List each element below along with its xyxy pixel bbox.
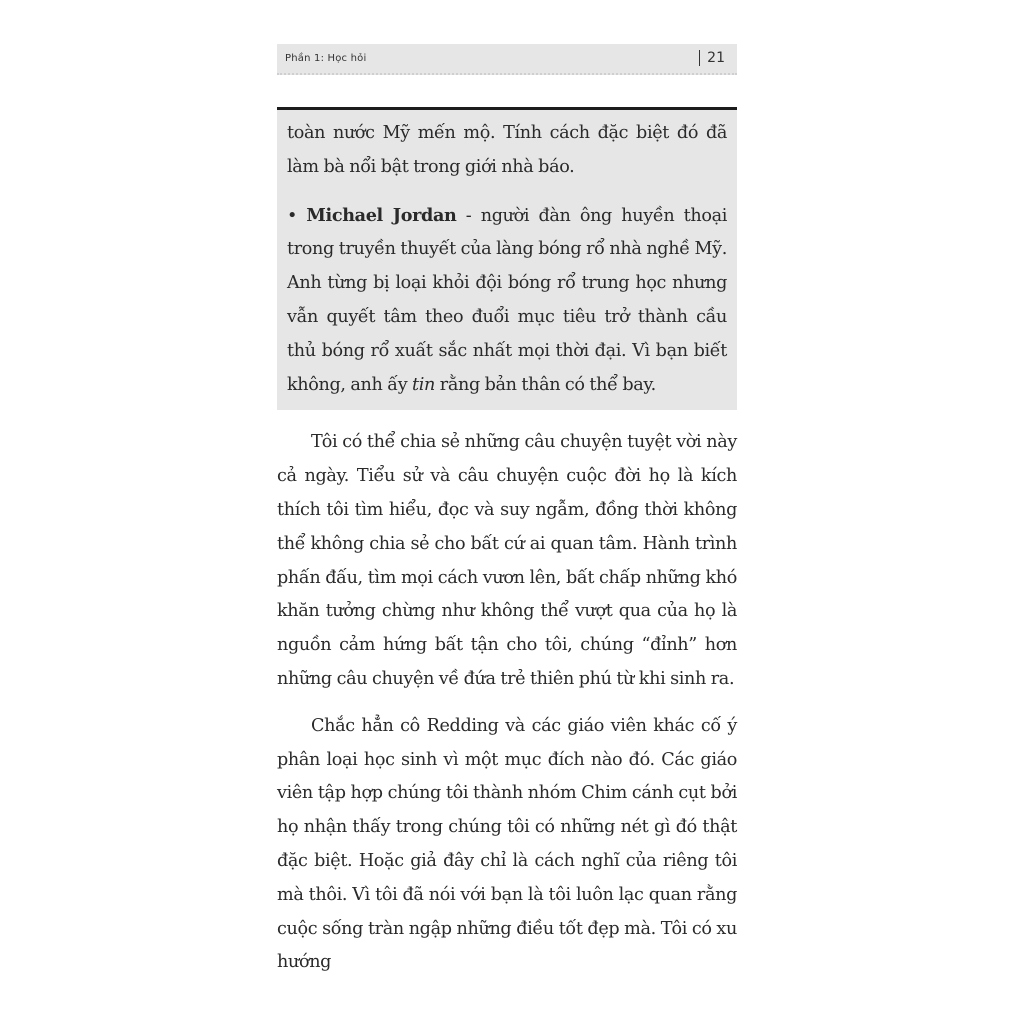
box-continuation-paragraph: toàn nước Mỹ mến mộ. Tính cách đặc biệt đó đã làm bà nổi bật trong giới nhà báo. bbox=[287, 123, 727, 177]
bullet-name: Michael Jordan bbox=[306, 204, 457, 226]
body-paragraph-1: Tôi có thể chia sẻ những câu chuyện tuyệt vời này cả ngày. Tiểu sử và câu chuyện cuộc đời họ là kích thích tôi tìm hiểu, đọc và suy ngẫm, đồng thời không thể không chia sẻ cho bất cứ ai quan tâm. Hành trình phấn đấu, tìm mọi cách vươn lên, bất chấp những khó khăn tưởng chừng như không thể vượt qua của họ là nguồn cảm hứng bất tận cho tôi, chúng “đỉnh” hơn những câu chuyện về đứa trẻ thiên phú từ khi sinh ra. bbox=[277, 432, 737, 689]
bullet-text-before: - người đàn ông huyền thoại trong truyền thuyết của làng bóng rổ nhà nghề Mỹ. Anh từng bị loại khỏi đội bóng rổ trung học nhưng vẫn quyết tâm theo đuổi mục tiêu trở thành cầu thủ bóng rổ xuất sắc nhất mọi thời đại. Vì bạn biết không, anh ấy bbox=[287, 205, 727, 395]
box-bullet-item bbox=[287, 199, 727, 403]
page-number: 21 bbox=[699, 50, 725, 66]
book-page bbox=[277, 44, 737, 980]
bullet-marker: • bbox=[287, 205, 298, 226]
sidebar-box bbox=[277, 107, 737, 410]
body-paragraph-2: Chắc hẳn cô Redding và các giáo viên khác cố ý phân loại học sinh vì một mục đích nào đó. Các giáo viên tập hợp chúng tôi thành nhóm Chim cánh cụt bởi họ nhận thấy trong chúng tôi có những nét gì đó thật đặc biệt. Hoặc giả đây chỉ là cách nghĩ của riêng tôi mà thôi. Vì tôi đã nói với bạn là tôi luôn lạc quan rằng cuộc sống tràn ngập những điều tốt đẹp mà. Tôi có xu hướng bbox=[277, 715, 737, 973]
bullet-text-after: rằng bản thân có thể bay. bbox=[435, 374, 656, 395]
section-title: Phần 1: Học hỏi bbox=[285, 53, 367, 64]
body-text bbox=[277, 426, 737, 980]
bullet-emphasis: tin bbox=[412, 374, 436, 395]
running-header bbox=[277, 44, 737, 75]
